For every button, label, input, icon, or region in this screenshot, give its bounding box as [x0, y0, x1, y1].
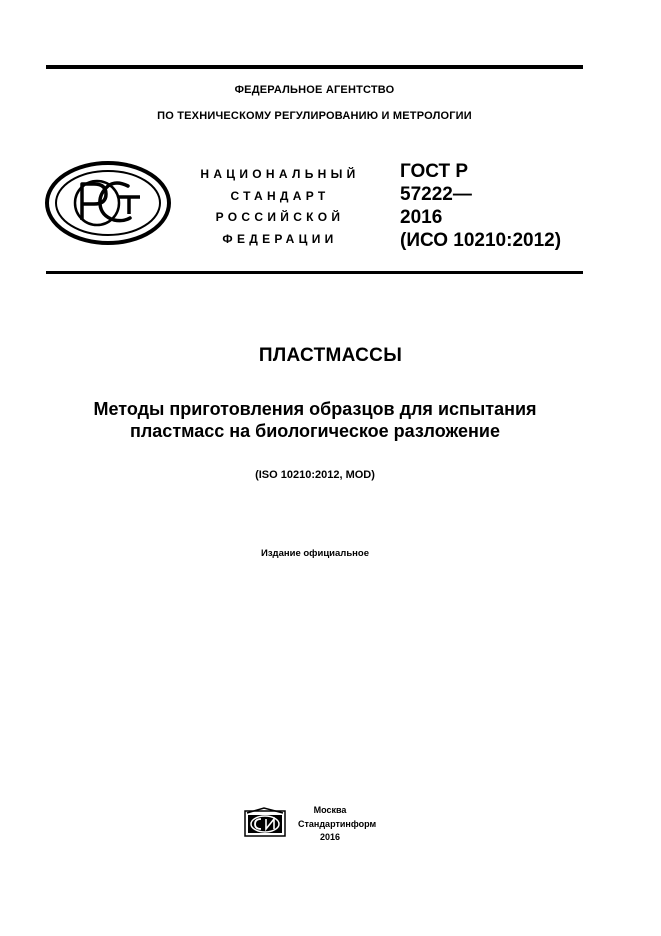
- national-standard-line-3: РОССИЙСКОЙ: [215, 210, 345, 224]
- publisher-city: Москва: [313, 805, 347, 815]
- designation-line-3: 2016: [400, 207, 443, 228]
- agency-line-2: ПО ТЕХНИЧЕСКОМУ РЕГУЛИРОВАНИЮ И МЕТРОЛОГИИ: [157, 110, 472, 122]
- publisher-imprint: [298, 804, 377, 845]
- national-standard-line-4: ФЕДЕРАЦИИ: [222, 231, 338, 246]
- top-rule: [46, 65, 583, 69]
- publisher-name: Стандартинформ: [298, 818, 377, 829]
- national-standard-line-2: СТАНДАРТ: [230, 188, 330, 203]
- subtitle-line-1: Методы приготовления образцов для испытания: [93, 399, 537, 419]
- designation-line-4: (ИСО 10210:2012): [400, 230, 562, 251]
- designation-line-2: 57222—: [400, 184, 472, 205]
- rst-certification-mark-icon: [44, 160, 172, 246]
- national-standard-block: [196, 164, 364, 250]
- publisher-year: 2016: [319, 832, 341, 842]
- document-title: ПЛАСТМАССЫ: [258, 345, 403, 366]
- standartinform-logo-icon: [244, 807, 286, 837]
- header-bottom-rule: [46, 271, 583, 274]
- iso-reference: (ISO 10210:2012, MOD): [255, 469, 375, 481]
- subtitle-line-2: пластмасс на биологическое разложение: [129, 421, 500, 441]
- agency-line-1: ФЕДЕРАЛЬНОЕ АГЕНТСТВО: [234, 84, 395, 96]
- document-subtitle: [60, 398, 570, 442]
- national-standard-line-1: НАЦИОНАЛЬНЫЙ: [200, 167, 360, 181]
- edition-note: Издание официальное: [261, 548, 369, 559]
- designation-line-1: ГОСТ Р: [400, 161, 469, 182]
- standard-designation: [400, 160, 561, 252]
